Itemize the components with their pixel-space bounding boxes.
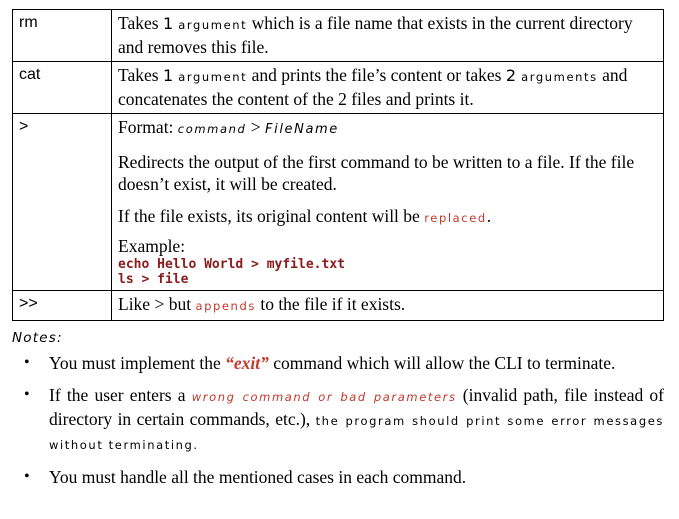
format-label: Format: bbox=[118, 117, 178, 137]
exists-keyword: replaced bbox=[424, 211, 487, 225]
redirect-description: Redirects the output of the first command to be written to a file. If the file doesn’t exist, it will be created. bbox=[118, 152, 635, 194]
command-description bbox=[112, 291, 664, 321]
example-label: Example: bbox=[118, 236, 186, 256]
bullet-icon: • bbox=[24, 468, 30, 485]
note-small-text: the program should print some error messages without terminating. bbox=[49, 414, 664, 452]
format-command: command bbox=[177, 122, 247, 136]
command-description bbox=[112, 10, 664, 62]
exit-command: “exit” bbox=[225, 353, 269, 373]
example-code-line: ls > file bbox=[118, 272, 189, 287]
format-separator: > bbox=[246, 117, 266, 137]
bullet-icon: • bbox=[24, 386, 30, 403]
command-name: >> bbox=[13, 291, 112, 321]
like-end: to the file if it exists. bbox=[255, 294, 406, 314]
desc-number: 1 bbox=[162, 14, 179, 33]
desc-text: and prints the file’s content or takes bbox=[247, 65, 506, 85]
desc-text: Takes bbox=[118, 65, 163, 85]
desc-keyword: arguments bbox=[521, 70, 598, 84]
note-text: command which will allow the CLI to terminate. bbox=[268, 353, 616, 373]
note-text: You must implement the bbox=[49, 353, 226, 373]
list-item bbox=[22, 384, 664, 456]
exists-text: If the file exists, its original content will be bbox=[118, 206, 425, 226]
desc-keyword: argument bbox=[178, 18, 248, 32]
like-text: Like > but bbox=[118, 294, 196, 314]
command-description bbox=[112, 114, 664, 291]
format-line bbox=[118, 116, 657, 141]
desc-text: Takes bbox=[118, 13, 163, 33]
exists-end: . bbox=[486, 206, 492, 226]
command-description bbox=[112, 62, 664, 114]
format-filename: FileName bbox=[265, 122, 339, 137]
desc-number: 1 bbox=[162, 66, 179, 85]
notes-list bbox=[22, 352, 664, 498]
note-text: (invalid path, file instead of directory in certain commands, etc.), bbox=[49, 385, 664, 429]
bullet-icon: • bbox=[24, 354, 30, 371]
desc-text: and concatenates the content of the 2 files and prints it. bbox=[118, 65, 628, 109]
example-code-line: echo Hello World > myfile.txt bbox=[118, 257, 345, 272]
table-row-rm bbox=[13, 10, 664, 62]
note-text: If the user enters a bbox=[49, 385, 192, 405]
list-item bbox=[22, 352, 664, 374]
like-keyword: appends bbox=[195, 299, 256, 313]
exists-line bbox=[118, 205, 657, 229]
table-row-append bbox=[13, 291, 664, 321]
desc-text: which is a file name that exists in the current directory and removes this file. bbox=[118, 13, 633, 57]
list-item bbox=[22, 466, 664, 488]
table-row-redirect bbox=[13, 114, 664, 291]
note-highlight: wrong command or bad parameters bbox=[191, 390, 457, 404]
command-name: > bbox=[13, 114, 112, 291]
desc-number: 2 bbox=[505, 66, 522, 85]
commands-table bbox=[12, 9, 664, 321]
desc-keyword: argument bbox=[178, 70, 248, 84]
note-text: You must handle all the mentioned cases in each command. bbox=[49, 467, 467, 487]
command-name: cat bbox=[13, 62, 112, 114]
table-row-cat bbox=[13, 62, 664, 114]
notes-heading: Notes: bbox=[12, 330, 63, 346]
command-name: rm bbox=[13, 10, 112, 62]
